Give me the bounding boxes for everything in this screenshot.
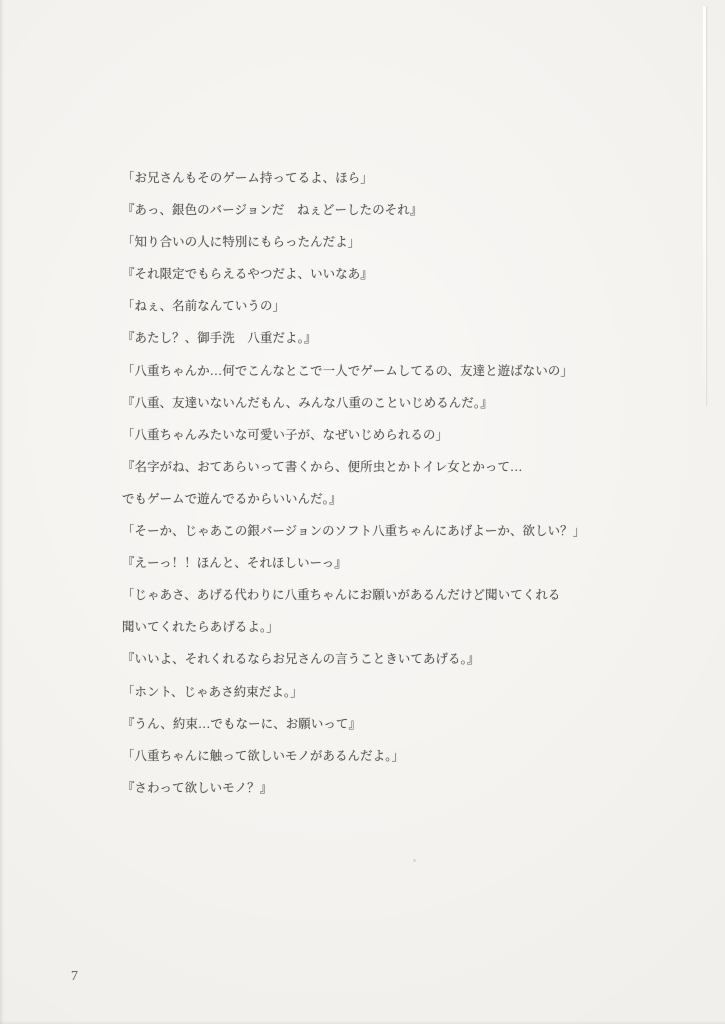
dialogue-line: 「八重ちゃんに触って欲しいモノがあるんだよ。」 [122,748,405,763]
dialogue-line: 「お兄さんもそのゲーム持ってるよ、ほら」 [122,171,373,185]
dialogue-line-continuation: でもゲームで遊んでるからいいんだ。』 [122,491,342,506]
dialogue-line: 「八重ちゃんか…何でこんなとこで一人でゲームしてるの、友達と遊ばないの」 [122,363,573,378]
dialogue-line: 『うん、約束…でもなーに、お願いって』 [122,716,362,731]
dialogue-line: 『さわって欲しいモノ？』 [122,780,273,795]
dialogue-line: 『それ限定でもらえるやつだよ、いいなあ』 [122,267,373,282]
dialogue-line: 『八重、友達いないんだもん、みんな八重のこといじめるんだ。』 [122,395,493,410]
scan-speck [413,859,416,862]
dialogue-line: 『あたし？、御手洗 八重だよ。』 [122,331,317,346]
dialogue-line: 「八重ちゃんみたいな可愛い子が、なぜいじめられるの」 [122,427,449,442]
dialogue-line: 「じゃあさ、あげる代わりに八重ちゃんにお願いがあるんだけど聞いてくれる [122,588,561,603]
dialogue-line: 『あっ、銀色のバージョンだ ねぇどーしたのそれ』 [122,203,423,218]
dialogue-line-continuation: 聞いてくれたらあげるよ。」 [122,620,279,635]
dialogue-text-block [122,162,682,804]
scan-crease-artifact [703,6,706,406]
dialogue-line: 『いいよ、それくれるならお兄さんの言うこときいてあげる。』 [122,652,480,667]
dialogue-line: 「知り合いの人に特別にもらったんだよ」 [122,235,361,250]
dialogue-line: 「ホント、じゃあさ約束だよ。」 [122,684,303,699]
dialogue-line: 『名字がね、おてあらいって書くから、便所虫とかトイレ女とかって… [122,459,523,474]
scan-left-edge-shadow [0,0,4,1024]
page-number: 7 [71,969,78,984]
dialogue-line: 『えーっ！！ほんと、それほしいーっ』 [122,556,347,571]
dialogue-line: 「そーか、じゃあこの銀バージョンのソフト八重ちゃんにあげよーか、欲しい？」 [122,524,586,539]
dialogue-line: 「ねぇ、名前なんていうの」 [122,299,286,314]
